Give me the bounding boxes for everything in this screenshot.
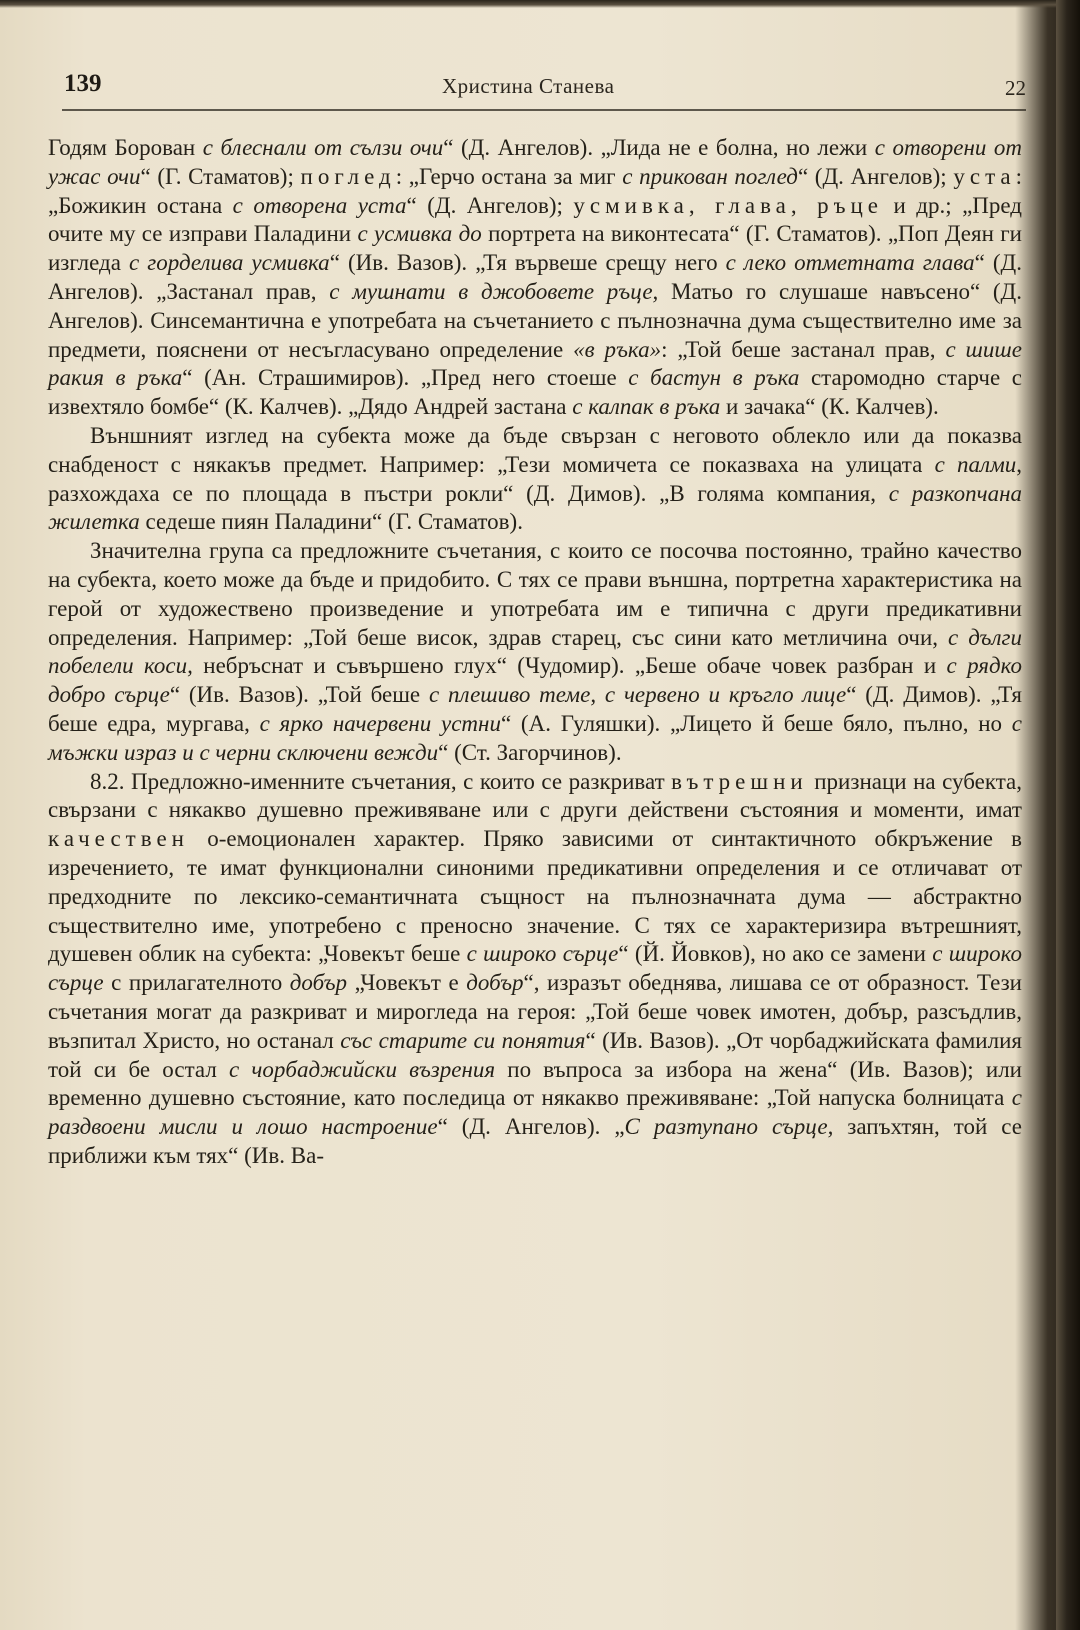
book-spine-shadow [1056, 0, 1080, 1630]
printed-page-number: 22 [1005, 76, 1026, 100]
running-header [62, 68, 1026, 108]
paragraph-2: Външният изглед на субекта може да бъде свързан с неговото облекло или да показва снабденост с някакъв предмет. Например: „Тези момичета се показваха на улицата с палми, разхождаха се по площада в пъстри рокли“ (Д. Димов). „В голяма компания, с разкопчана жилетка седеше пиян Паладини“ (Г. Стаматов). [48, 422, 1022, 535]
header-rule [62, 109, 1026, 111]
handwritten-page-mark: 139 [64, 70, 102, 97]
paragraph-4: 8.2. Предложно-именните съчетания, с които се разкриват вътрешни признаци на субекта, свързани с някакво душевно преживяване или с други действени състояния и моменти, имат качествен о-емоционален характер. Пряко зависими от синтактичното обкръжение в изречението, те имат функционални синоними предикативни определения и се отличават от предходните по лексико-семантичната същност на пълнозначната дума — абстрактно съществително име, употребено с преносно значение. С тях се характеризира вътрешният, душевен облик на субекта: „Човекът беше с широко сърце“ (Й. Йовков), но ако се замени с широко сърце с прилагателното добър „Човекът е добър“, изразът обеднява, лишава се от образност. Тези съчетания могат да разкриват и мирогледа на героя: „Той беше човек имотен, добър, разсъдлив, възпитал Христо, но останал със старите си понятия“ (Ив. Вазов). „От чорбаджийската фамилия той си бе остал с чорбаджийски възрения по въпроса за избора на жена“ (Ив. Вазов); или временно душевно състояние, като последица от някакво преживяване: „Той напуска болницата с раздвоени мисли и лошо настроение“ (Д. Ангелов). „С разтупано сърце, запъхтян, той се приближи към тях“ (Ив. Ва- [48, 768, 1022, 1168]
page-top-edge [0, 0, 1080, 8]
running-title: Христина Станева [442, 74, 615, 98]
paragraph-3: Значителна група са предложните съчетания, с които се посочва постоянно, трайно качество на субекта, което може да бъде и придобито. С тях се прави външна, портретна характеристика на герой от художествено произведение и употребата им е типична с други предикативни определения. Например: „Той беше висок, здрав старец, със сини като метличина очи, с дълги побелели коси, небръснат и съвършено глух“ (Чудомир). „Беше обаче човек разбран и с рядко добро сърце“ (Ив. Вазов). „Той беше с плешиво теме, с червено и кръгло лице“ (Д. Димов). „Тя беше едра, мургава, с ярко начервени устни“ (А. Гуляшки). „Лицето й беше бяло, пълно, но с мъжки израз и с черни сключени вежди“ (Ст. Загорчинов). [48, 538, 1023, 765]
body-text [48, 134, 1022, 1171]
paragraph-1: Годям Борован с блеснали от сълзи очи“ (Д. Ангелов). „Лида не е болна, но лежи с отворени от ужас очи“ (Г. Стаматов); поглед: „Герчо остана за миг с прикован поглед“ (Д. Ангелов); уста: „Божикин остана с отворена уста“ (Д. Ангелов); усмивка, глава, ръце и др.; „Пред очите му се изправи Паладини с усмивка до портрета на виконтесата“ (Г. Стаматов). „Поп Деян ги изгледа с горделива усмивка“ (Ив. Вазов). „Тя вървеше срещу него с леко отметната глава“ (Д. Ангелов). „Застанал прав, с мушнати в джобовете ръце, Матьо го слушаше навъсено“ (Д. Ангелов). Синсемантична е употребата на съчетанието с пълнозначна дума съществително име за предмети, пояснени от несъгласувано определение «в ръка»: „Той беше застанал прав, с шише ракия в ръка“ (Ан. Страшимиров). „Пред него стоеше с бастун в ръка старомодно старче с извехтяло бомбе“ (К. Калчев). „Дядо Андрей застана с калпак в ръка и зачака“ (К. Калчев). [48, 135, 1023, 420]
